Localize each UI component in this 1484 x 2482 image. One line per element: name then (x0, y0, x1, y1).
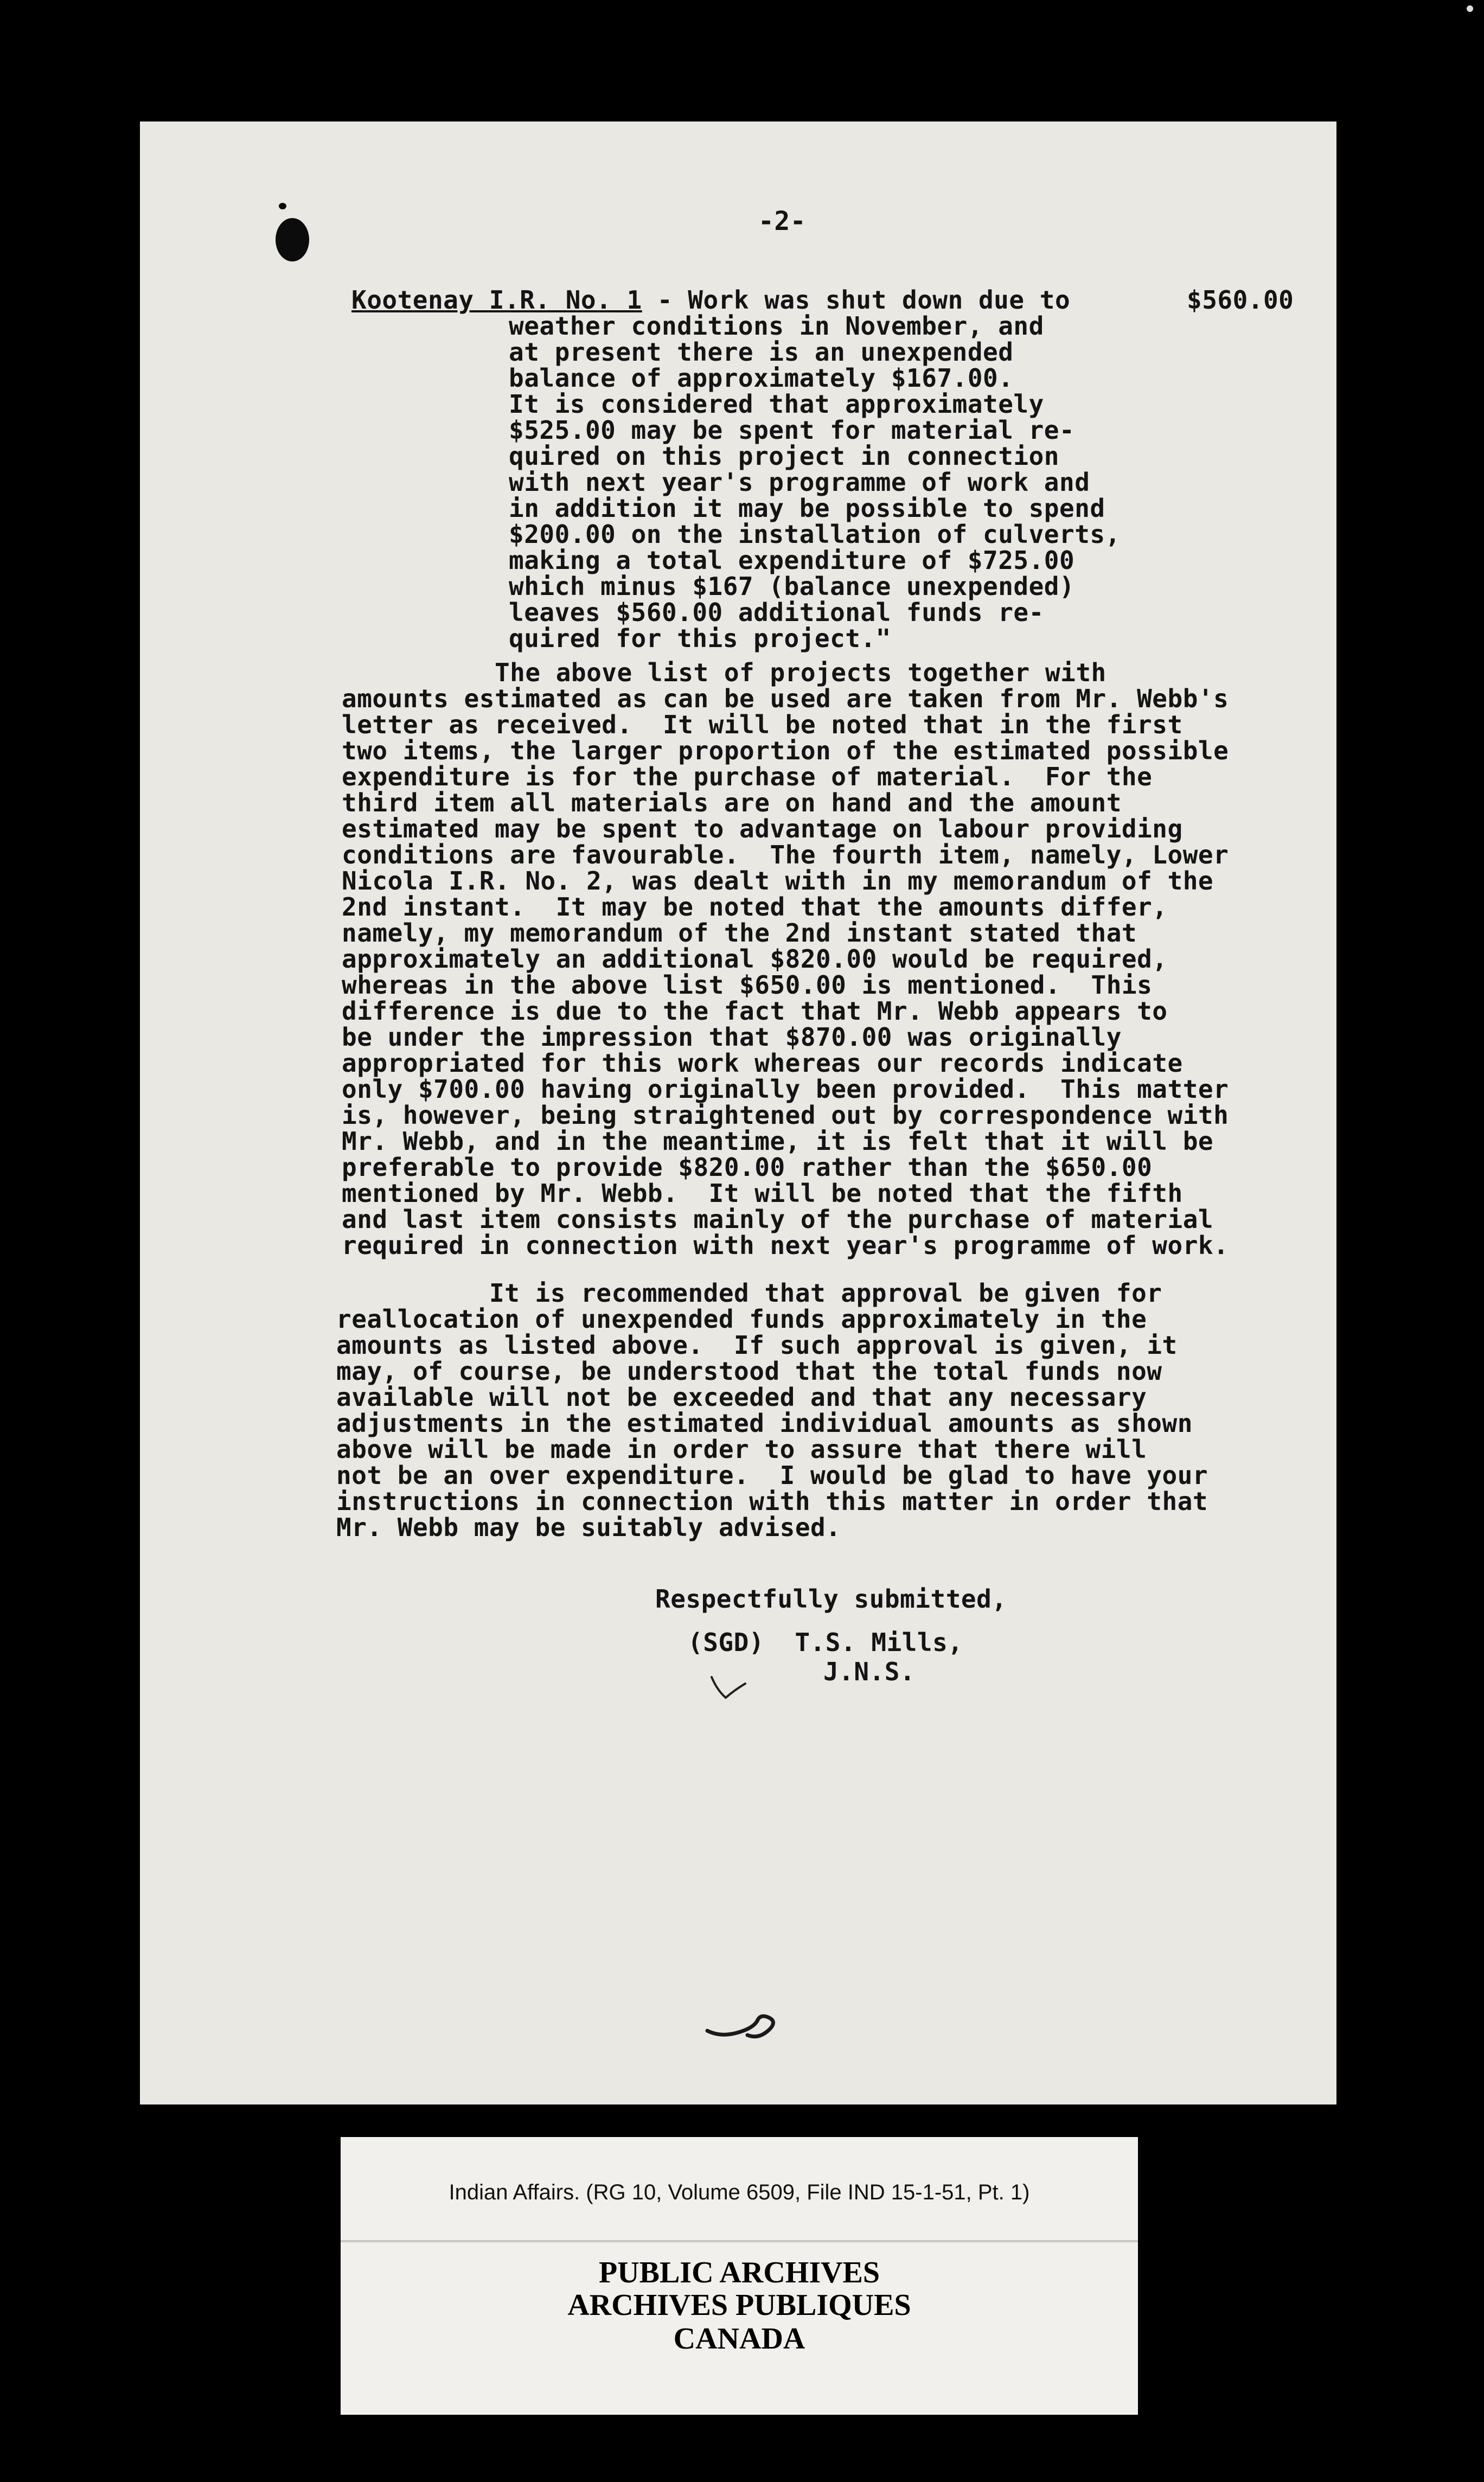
kootenay-amount: $560.00 (1187, 285, 1294, 315)
punch-hole-speck (279, 203, 286, 209)
kootenay-line: It is considered that approximately (509, 389, 1044, 419)
page-number: -2- (758, 206, 807, 236)
kootenay-description (509, 313, 1121, 651)
kootenay-line: with next year's programme of work and (509, 468, 1090, 497)
paragraph-line: only $700.00 having originally been provided. This matter (342, 1074, 1229, 1104)
punch-hole (276, 218, 309, 261)
archive-agency-country: CANADA (673, 2322, 805, 2356)
paragraph-line: third item all materials are on hand and the amount (342, 788, 1122, 817)
kootenay-line: which minus $167 (balance unexpended) (509, 572, 1075, 601)
paragraph-line: not be an over expenditure. I would be glad to have your (336, 1461, 1208, 1490)
paragraph-line: may, of course, be understood that the total funds now (336, 1357, 1162, 1386)
paragraph-line: 2nd instant. It may be noted that the amounts differ, (342, 892, 1168, 922)
paragraph-line: adjustments in the estimated individual amounts as shown (336, 1409, 1193, 1438)
paragraph-line: Mr. Webb may be suitably advised. (336, 1513, 841, 1542)
archive-agency-english: PUBLIC ARCHIVES (598, 2256, 880, 2289)
paragraph-line: estimated may be spent to advantage on labour providing (342, 814, 1183, 843)
archive-agency-french: ARCHIVES PUBLIQUES (567, 2288, 911, 2322)
paragraph-line: above will be made in order to assure that there will (336, 1435, 1147, 1464)
kootenay-line: weather conditions in November, and (509, 311, 1044, 341)
paragraph-line: and last item consists mainly of the purchase of material (342, 1205, 1214, 1234)
paragraph-line: Nicola I.R. No. 2, was dealt with in my memorandum of the (342, 866, 1214, 895)
paragraph-line: difference is due to the fact that Mr. Webb appears to (342, 996, 1168, 1026)
paragraph-line: amounts estimated as can be used are taken from Mr. Webb's (342, 684, 1229, 713)
kootenay-line: balance of approximately $167.00. (509, 363, 1014, 393)
kootenay-line: $200.00 on the installation of culverts, (509, 520, 1121, 549)
kootenay-heading-continuation: - Work was shut down due to (642, 285, 1071, 315)
paragraph-line: is, however, being straightened out by correspondence with (342, 1101, 1229, 1130)
paragraph-projects-list (342, 660, 1229, 1258)
paragraph-line: two items, the larger proportion of the estimated possible (342, 736, 1229, 765)
paragraph-line: preferable to provide $820.00 rather than the $650.00 (342, 1153, 1153, 1182)
film-speck (1467, 5, 1473, 12)
kootenay-line: quired for this project." (509, 624, 891, 653)
paragraph-line: amounts as listed above. If such approval is given, it (336, 1330, 1178, 1360)
document-page (140, 121, 1336, 2104)
kootenay-line: in addition it may be possible to spend (509, 494, 1105, 523)
kootenay-heading-title: Kootenay I.R. No. 1 (351, 285, 642, 315)
paragraph-line: letter as received. It will be noted that in the first (342, 710, 1183, 739)
paragraph-line: conditions are favourable. The fourth item, namely, Lower (342, 840, 1229, 869)
paragraph-line: approximately an additional $820.00 would be required, (342, 944, 1168, 974)
handwritten-tick-mark (709, 1674, 747, 1701)
paragraph-line: available will not be exceeded and that any necessary (336, 1383, 1147, 1412)
signature-closing: Respectfully submitted, (655, 1584, 1007, 1614)
kootenay-line: at present there is an unexpended (509, 337, 1014, 367)
paragraph-line: required in connection with next year's programme of work. (342, 1231, 1229, 1260)
paragraph-line: be under the impression that $870.00 was originally (342, 1022, 1122, 1052)
paragraph-line: appropriated for this work whereas our records indicate (342, 1048, 1183, 1078)
paragraph-line: whereas in the above list $650.00 is mentioned. This (342, 970, 1153, 1000)
paragraph-line: It is recommended that approval be given for (336, 1278, 1162, 1308)
archive-citation-label (341, 2137, 1138, 2415)
paragraph-line: mentioned by Mr. Webb. It will be noted that the fifth (342, 1179, 1183, 1208)
paragraph-recommendation (336, 1280, 1208, 1540)
paragraph-line: reallocation of unexpended funds approximately in the (336, 1304, 1147, 1334)
kootenay-line: quired on this project in connection (509, 442, 1059, 471)
kootenay-line: leaves $560.00 additional funds re- (509, 598, 1044, 627)
signature-title: J.N.S. (823, 1657, 916, 1686)
signature-name: (SGD) T.S. Mills, (688, 1628, 963, 1657)
handwritten-scribble (704, 2009, 785, 2047)
label-divider (341, 2240, 1138, 2242)
kootenay-line: $525.00 may be spent for material re- (509, 415, 1075, 445)
paragraph-line: namely, my memorandum of the 2nd instant stated that (342, 918, 1137, 948)
paragraph-line: The above list of projects together with (342, 658, 1106, 687)
paragraph-line: Mr. Webb, and in the meantime, it is felt that it will be (342, 1127, 1214, 1156)
paragraph-line: instructions in connection with this matter in order that (336, 1487, 1208, 1516)
kootenay-line: making a total expenditure of $725.00 (509, 546, 1075, 575)
kootenay-heading-line (351, 287, 1070, 313)
paragraph-line: expenditure is for the purchase of material. For the (342, 762, 1153, 791)
archive-citation-text: Indian Affairs. (RG 10, Volume 6509, File IND 15-1-51, Pt. 1) (449, 2180, 1030, 2204)
